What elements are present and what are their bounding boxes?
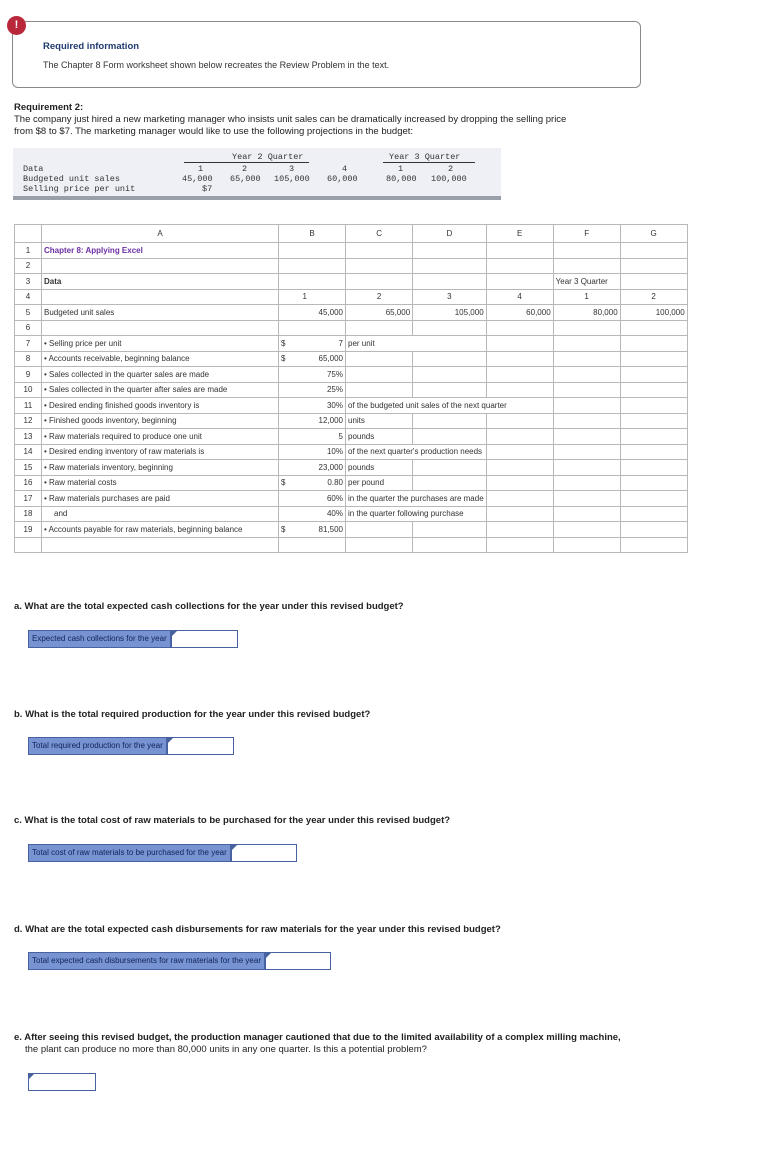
excel-worksheet: [14, 224, 688, 553]
column-header-b: B: [279, 225, 346, 243]
column-header-d: D: [413, 225, 486, 243]
sheet-row: 13 • Raw materials required to produce one unit 5 pounds: [15, 429, 688, 445]
answer-e: [28, 1073, 96, 1091]
projection-price-label: Selling price per unit: [23, 184, 136, 194]
sheet-row: 15 • Raw materials inventory, beginning 23,000 pounds: [15, 460, 688, 476]
answer-c-input[interactable]: [231, 844, 297, 862]
requirement-2: [14, 102, 654, 138]
sheet-row: 18 and 40% in the quarter following purchase: [15, 506, 688, 522]
sheet-row: 16 • Raw material costs $ 0.80 per pound: [15, 475, 688, 491]
sheet-row: 5 Budgeted unit sales 45,000 65,000 105,000 60,000 80,000 100,000: [15, 305, 688, 321]
requirement-2-line1: The company just hired a new marketing manager who insists unit sales can be dramatically increased by dropping the selling price: [14, 114, 567, 125]
answer-b-input[interactable]: [167, 737, 234, 755]
sheet-row: 10 • Sales collected in the quarter after sales are made 25%: [15, 382, 688, 398]
year2-quarter-label: Year 2 Quarter: [232, 152, 304, 162]
alert-icon: !: [7, 16, 26, 35]
answer-e-select[interactable]: [28, 1073, 96, 1091]
answer-d-label: Total expected cash disbursements for raw materials for the year: [28, 952, 265, 970]
projection-data-label: Data: [23, 164, 44, 174]
answer-c: [28, 844, 297, 862]
sheet-row: 1 Chapter 8: Applying Excel: [15, 243, 688, 259]
projection-units-label: Budgeted unit sales: [23, 174, 120, 184]
sheet-row: 6: [15, 320, 688, 336]
question-e: [14, 1032, 621, 1056]
sheet-row: 19 • Accounts payable for raw materials, beginning balance $ 81,500: [15, 522, 688, 538]
answer-b-label: Total required production for the year: [28, 737, 167, 755]
column-header-g: G: [620, 225, 687, 243]
answer-a: [28, 630, 238, 648]
question-b: b. What is the total required production for the year under this revised budget?: [14, 709, 371, 720]
column-header-f: F: [553, 225, 620, 243]
requirement-2-heading: Requirement 2:: [14, 102, 84, 113]
required-info-title: Required information: [43, 41, 140, 52]
sheet-row: 14 • Desired ending inventory of raw materials is 10% of the next quarter's production needs: [15, 444, 688, 460]
question-e-line1: e. After seeing this revised budget, the production manager cautioned that due to the limited availability of a complex milling machine,: [14, 1032, 621, 1043]
sheet-row: 12 • Finished goods inventory, beginning 12,000 units: [15, 413, 688, 429]
sheet-row: 2: [15, 258, 688, 274]
required-info-box: [12, 21, 641, 88]
column-header-a: A: [42, 225, 279, 243]
sheet-year3-quarter: Year 3 Quarter: [553, 274, 620, 290]
question-c: c. What is the total cost of raw materials to be purchased for the year under this revised budget?: [14, 815, 451, 826]
answer-d-input[interactable]: [265, 952, 331, 970]
sheet-data-label: Data: [42, 274, 279, 290]
projection-table: Year 2 Quarter Year 3 Quarter Data 1 2 3 4 1 2 Budgeted unit sales 45,000 65,000 105,000 60,000 80,000 100,000 Selling price per unit $7: [13, 148, 501, 204]
budgeted-unit-sales-label: Budgeted unit sales: [42, 305, 279, 321]
year3-quarter-label: Year 3 Quarter: [389, 152, 461, 162]
requirement-2-line2: from $8 to $7. The marketing manager would like to use the following projections in the budget:: [14, 126, 414, 137]
sheet-row: 7 • Selling price per unit $ 7 per unit: [15, 336, 688, 352]
sheet-row: 17 • Raw materials purchases are paid 60% in the quarter the purchases are made: [15, 491, 688, 507]
question-e-line2: the plant can produce no more than 80,000 units in any one quarter. Is this a potential problem?: [25, 1044, 427, 1055]
column-header-e: E: [486, 225, 553, 243]
answer-c-label: Total cost of raw materials to be purchased for the year: [28, 844, 231, 862]
question-d: d. What are the total expected cash disbursements for raw materials for the year under this revised budget?: [14, 924, 501, 935]
question-a: a. What are the total expected cash collections for the year under this revised budget?: [14, 601, 404, 612]
sheet-row: 3 Data Year 3 Quarter: [15, 274, 688, 290]
sheet-title: Chapter 8: Applying Excel: [42, 243, 279, 259]
sheet-row: 4 1 2 3 4 1 2: [15, 289, 688, 305]
sheet-row: 11 • Desired ending finished goods inventory is 30% of the budgeted unit sales of the next quarter: [15, 398, 688, 414]
sheet-row: 9 • Sales collected in the quarter sales are made 75%: [15, 367, 688, 383]
column-header-c: C: [346, 225, 413, 243]
sheet-row: 8 • Accounts receivable, beginning balance $ 65,000: [15, 351, 688, 367]
sheet-row: [15, 537, 688, 553]
required-info-text: The Chapter 8 Form worksheet shown below recreates the Review Problem in the text.: [43, 60, 390, 70]
answer-a-input[interactable]: [171, 630, 238, 648]
answer-d: [28, 952, 331, 970]
answer-b: [28, 737, 234, 755]
answer-a-label: Expected cash collections for the year: [28, 630, 171, 648]
